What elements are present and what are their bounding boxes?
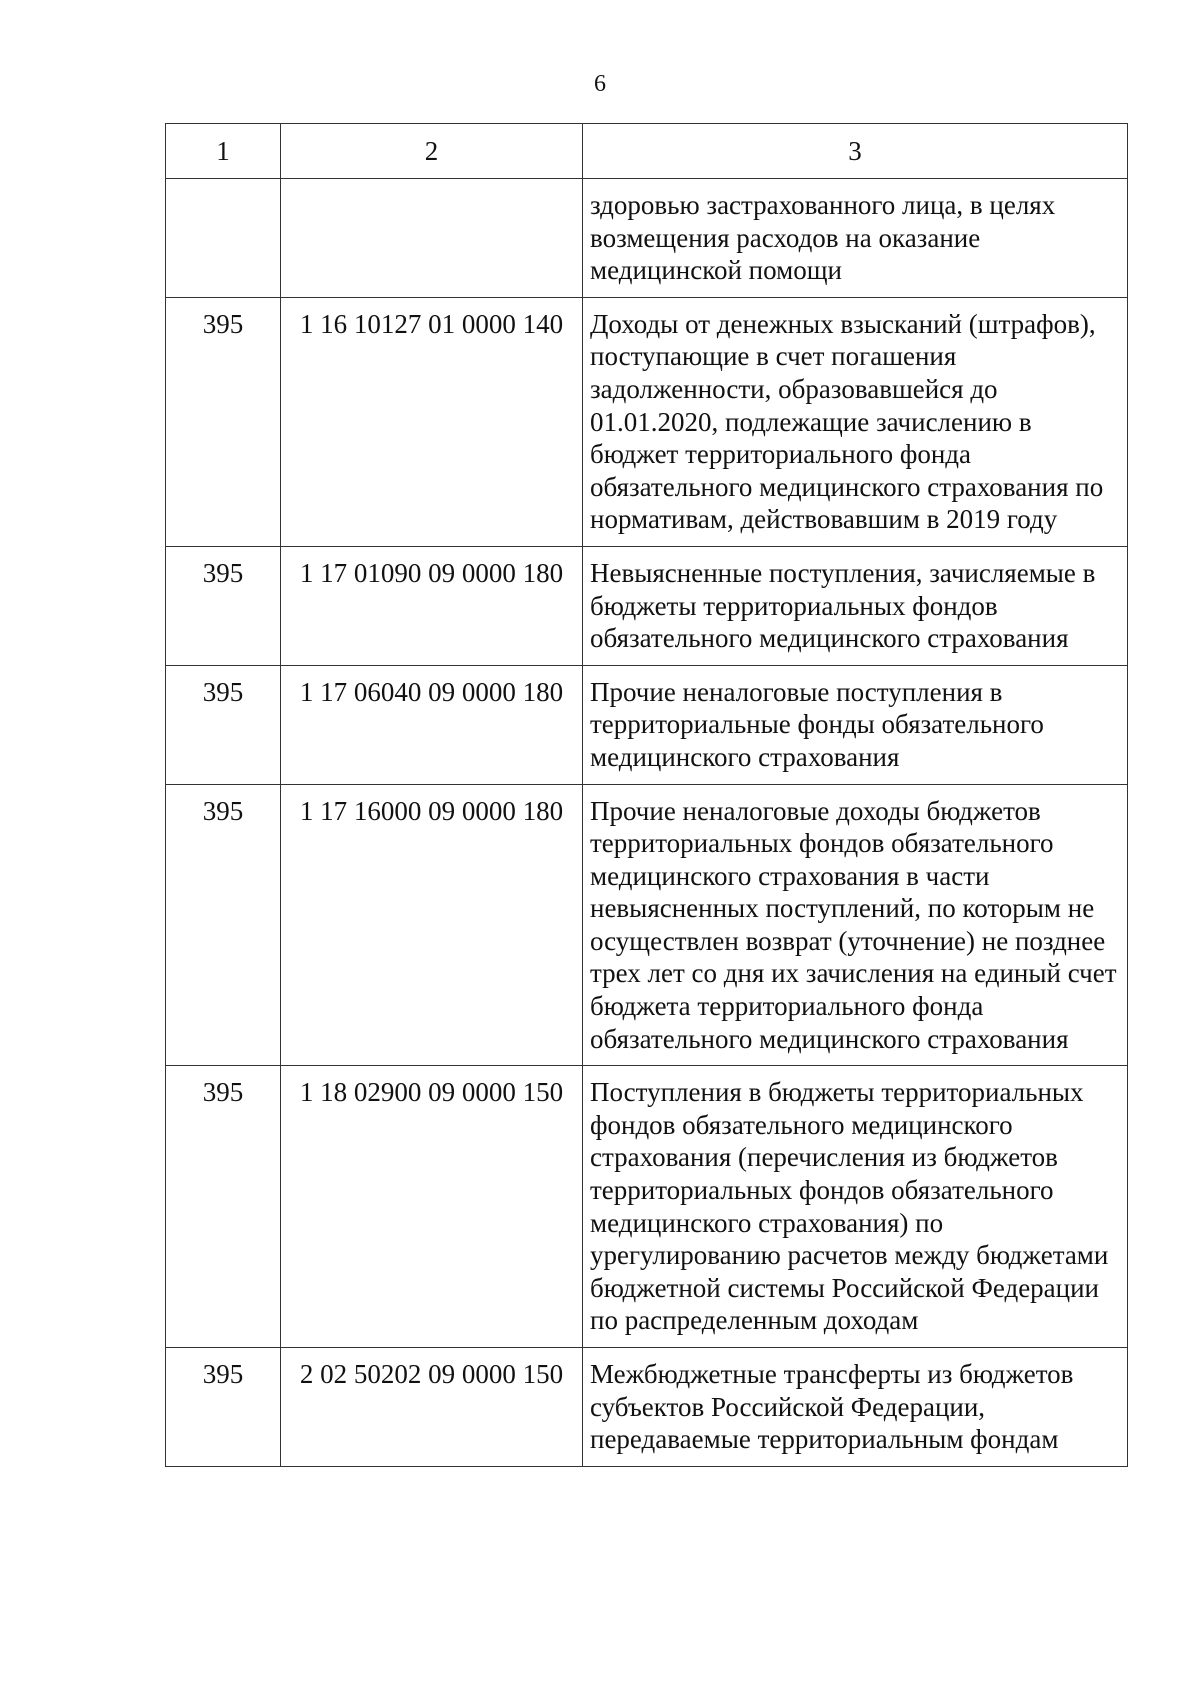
header-cell-3: 3 [583,124,1128,179]
description-cell: Невыясненные поступления, зачисляемые в бюджеты территориальных фондов обязательного медицинского страхования [583,546,1128,665]
description-cell: Межбюджетные трансферты из бюджетов субъектов Российской Федерации, передаваемые территориальным фондам [583,1348,1128,1467]
revenue-code-cell: 1 17 16000 09 0000 180 [281,784,583,1066]
admin-code-cell: 395 [166,297,281,546]
revenue-code-cell: 1 16 10127 01 0000 140 [281,297,583,546]
revenue-code-cell: 2 02 50202 09 0000 150 [281,1348,583,1467]
table-row [166,784,1128,1066]
revenue-code-cell: 1 17 06040 09 0000 180 [281,665,583,784]
admin-code-cell: 395 [166,665,281,784]
revenue-code-cell [281,179,583,298]
table-row [166,546,1128,665]
description-cell: Поступления в бюджеты территориальных фондов обязательного медицинского страхования (перечисления из бюджетов территориальных фондов обязательного медицинского страхования) по урегулированию расчетов между бюджетами бюджетной системы Российской Федерации по распределенным доходам [583,1066,1128,1348]
table-row [166,297,1128,546]
table-header-row [166,124,1128,179]
description-cell: здоровью застрахованного лица, в целях возмещения расходов на оказание медицинской помощи [583,179,1128,298]
admin-code-cell: 395 [166,784,281,1066]
revenue-codes-table [165,123,1128,1467]
admin-code-cell: 395 [166,1348,281,1467]
header-cell-2: 2 [281,124,583,179]
description-cell: Прочие неналоговые поступления в территориальные фонды обязательного медицинского страхования [583,665,1128,784]
table-row [166,179,1128,298]
header-cell-1: 1 [166,124,281,179]
description-cell: Доходы от денежных взысканий (штрафов), поступающие в счет погашения задолженности, образовавшейся до 01.01.2020, подлежащие зачислению в бюджет территориального фонда обязательного медицинского страхования по нормативам, действовавшим в 2019 году [583,297,1128,546]
table-row [166,1066,1128,1348]
revenue-code-cell: 1 17 01090 09 0000 180 [281,546,583,665]
table-row [166,1348,1128,1467]
page-number: 6 [594,71,606,97]
admin-code-cell [166,179,281,298]
revenue-code-cell: 1 18 02900 09 0000 150 [281,1066,583,1348]
table-row [166,665,1128,784]
admin-code-cell: 395 [166,1066,281,1348]
admin-code-cell: 395 [166,546,281,665]
description-cell: Прочие неналоговые доходы бюджетов территориальных фондов обязательного медицинского страхования в части невыясненных поступлений, по которым не осуществлен возврат (уточнение) не позднее трех лет со дня их зачисления на единый счет бюджета территориального фонда обязательного медицинского страхования [583,784,1128,1066]
